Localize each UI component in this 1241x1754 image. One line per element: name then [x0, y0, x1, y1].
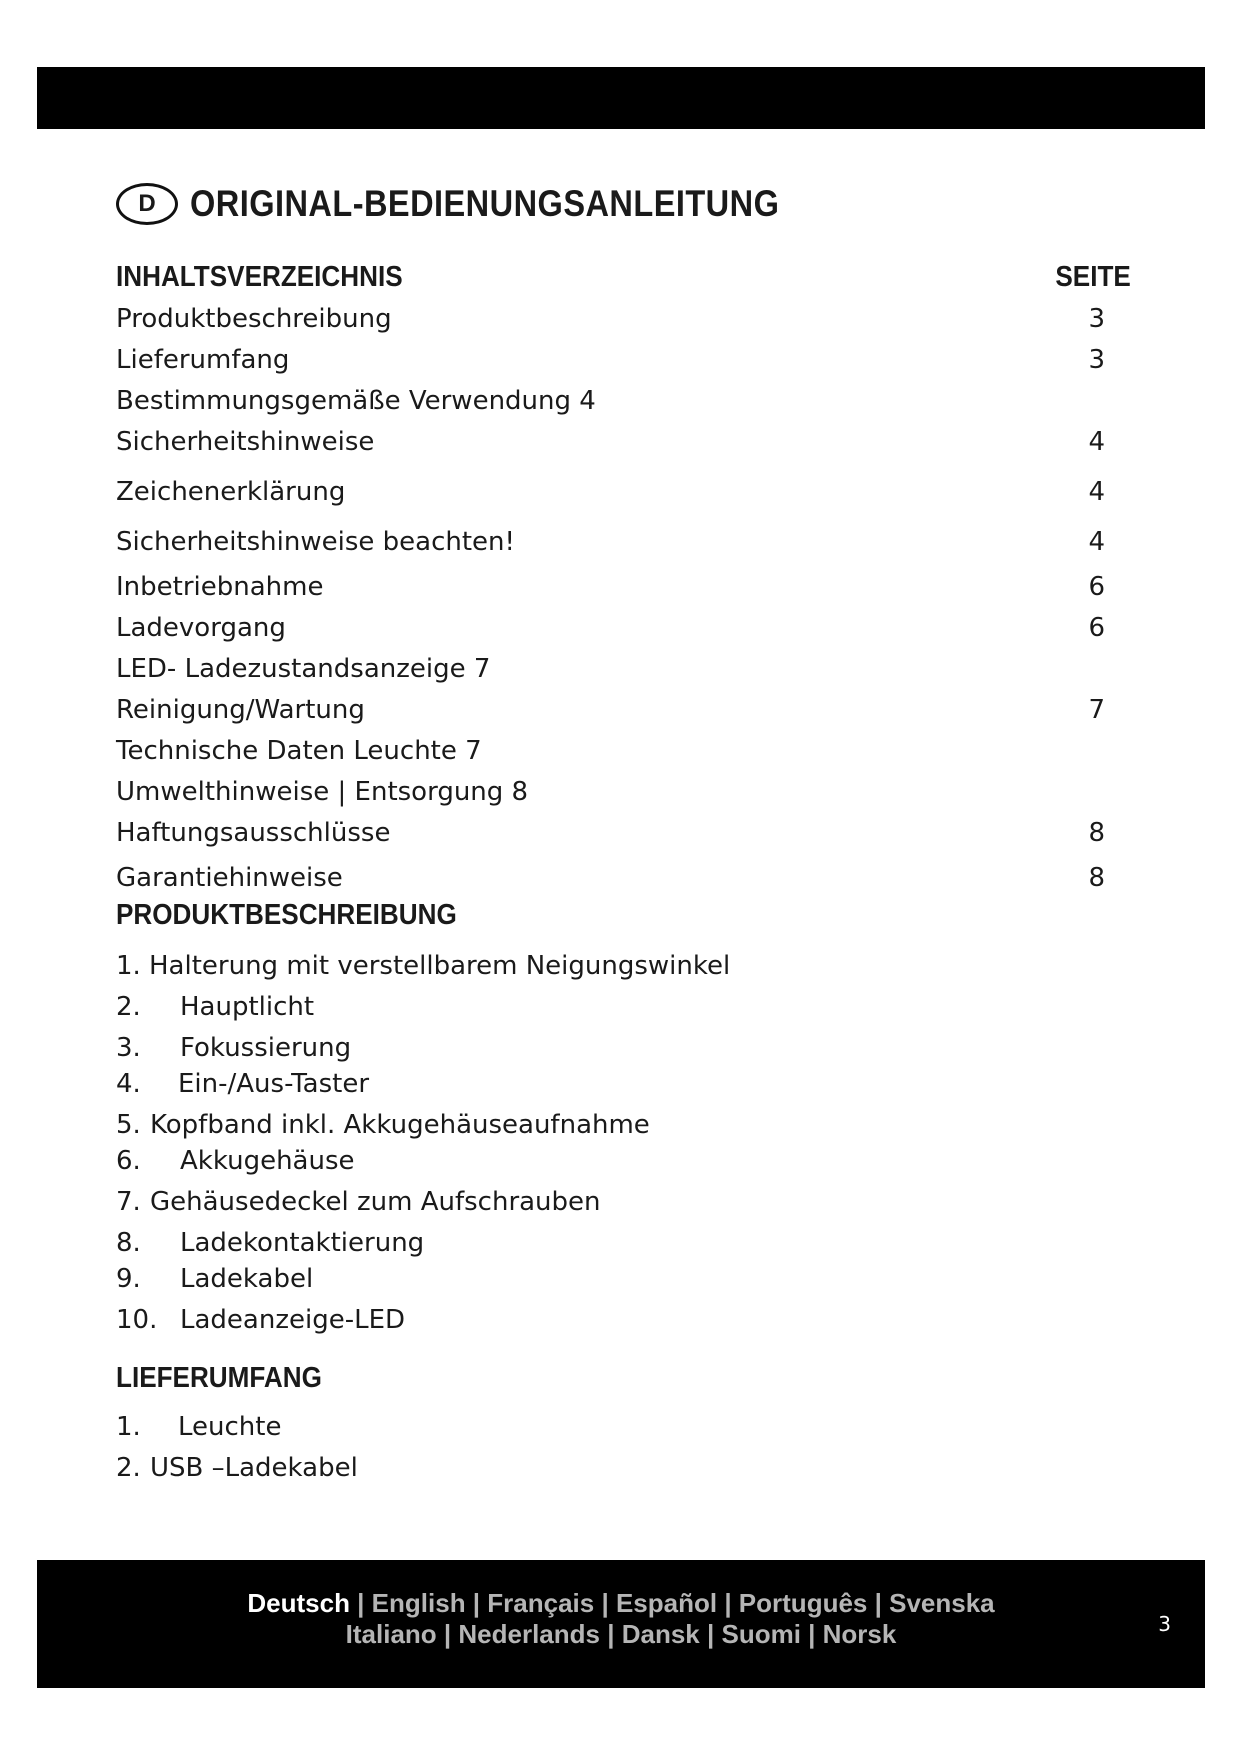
toc-entry: Zeichenerklärung [116, 477, 346, 507]
toc-page-number: 4 [1088, 477, 1105, 507]
list-item [116, 1455, 358, 1481]
toc-heading: INHALTSVERZEICHNIS [116, 261, 403, 293]
list-item-text: Gehäusedeckel zum Aufschrauben [150, 1187, 601, 1217]
toc-entry: Ladevorgang [116, 613, 286, 643]
toc-entry: Produktbeschreibung [116, 304, 392, 334]
language-line-1 [37, 1588, 1205, 1619]
language-badge: D [116, 183, 178, 225]
toc-entry: Lieferumfang [116, 345, 290, 375]
footer-bar [37, 1560, 1205, 1688]
list-item [116, 1414, 281, 1440]
language-list [37, 1588, 1205, 1650]
toc-entry: Sicherheitshinweise [116, 427, 375, 457]
toc-page-number: 6 [1088, 613, 1105, 643]
list-item-text: Ein-/Aus-Taster [178, 1069, 370, 1099]
toc-entry: Technische Daten Leuchte 7 [116, 736, 482, 766]
list-item-text: Fokussierung [180, 1033, 352, 1063]
list-item-text: Akkugehäuse [180, 1146, 355, 1176]
list-item-text: Kopfband inkl. Akkugehäuseaufnahme [150, 1110, 650, 1140]
toc-page-heading: SEITE [1055, 261, 1131, 293]
list-item [116, 1266, 313, 1292]
toc-page-number: 8 [1088, 818, 1105, 848]
toc-page-number: 8 [1088, 863, 1105, 893]
toc-page-number: 7 [1088, 695, 1105, 725]
page-number: 3 [1158, 1612, 1171, 1636]
toc-page-number: 4 [1088, 527, 1105, 557]
list-item-number: 5. [116, 1110, 141, 1140]
header-bar [37, 67, 1205, 129]
list-item-number: 7. [116, 1187, 141, 1217]
toc-entry: Bestimmungsgemäße Verwendung 4 [116, 386, 596, 416]
list-item [116, 1148, 355, 1174]
toc-entry: Sicherheitshinweise beachten! [116, 527, 515, 557]
toc-page-number: 6 [1088, 572, 1105, 602]
list-item-number: 4. [116, 1069, 141, 1099]
list-item-text: Halterung mit verstellbarem Neigungswinkel [149, 951, 731, 981]
list-item-number: 2. [116, 992, 141, 1022]
list-item-text: Ladeanzeige-LED [180, 1305, 406, 1335]
current-language: Deutsch [247, 1588, 350, 1618]
list-item-number: 8. [116, 1228, 141, 1258]
list-item-number: 2. [116, 1453, 141, 1483]
list-item-number: 6. [116, 1146, 141, 1176]
list-item-number: 9. [116, 1264, 141, 1294]
list-item [116, 1112, 650, 1138]
language-line-2: Italiano | Nederlands | Dansk | Suomi | Norsk [345, 1619, 897, 1649]
list-item [116, 1230, 424, 1256]
list-item [116, 994, 314, 1020]
toc-page-number: 4 [1088, 427, 1105, 457]
list-item-text: Leuchte [178, 1412, 282, 1442]
list-item-text: Ladekontaktierung [180, 1228, 425, 1258]
list-item-text: Hauptlicht [180, 992, 315, 1022]
list-item-number: 10. [116, 1305, 158, 1335]
title-row [116, 178, 860, 230]
list-item [116, 1071, 369, 1097]
product-heading: PRODUKTBESCHREIBUNG [116, 899, 457, 931]
list-item [116, 953, 730, 979]
list-item-text: Ladekabel [180, 1264, 314, 1294]
list-item-number: 3. [116, 1033, 141, 1063]
toc-entry: LED- Ladezustandsanzeige 7 [116, 654, 491, 684]
list-item [116, 1035, 351, 1061]
toc-entry: Reinigung/Wartung [116, 695, 365, 725]
delivery-heading: LIEFERUMFANG [116, 1362, 322, 1394]
toc-entry: Inbetriebnahme [116, 572, 324, 602]
list-item [116, 1307, 405, 1333]
list-item-text: USB –Ladekabel [150, 1453, 358, 1483]
other-languages-line-1: | English | Français | Español | Português | Svenska [349, 1588, 995, 1618]
toc-entry: Haftungsausschlüsse [116, 818, 391, 848]
toc-page-number: 3 [1088, 304, 1105, 334]
list-item-number: 1. [116, 1412, 141, 1442]
list-item [116, 1189, 601, 1215]
list-item-number: 1. [116, 951, 141, 981]
toc-page-number: 3 [1088, 345, 1105, 375]
toc-entry: Garantiehinweise [116, 863, 343, 893]
toc-entry: Umwelthinweise | Entsorgung 8 [116, 777, 529, 807]
page-title: ORIGINAL-BEDIENUNGSANLEITUNG [190, 183, 780, 224]
